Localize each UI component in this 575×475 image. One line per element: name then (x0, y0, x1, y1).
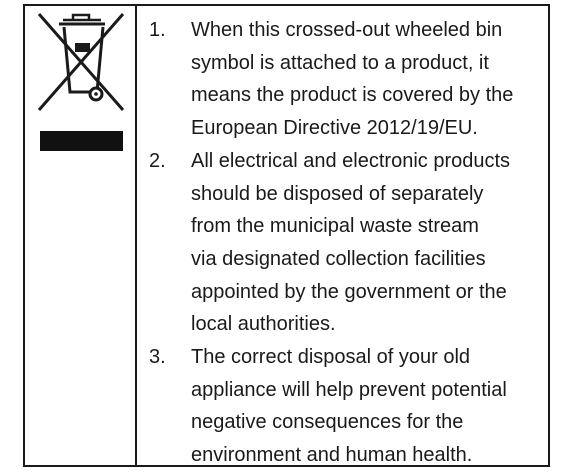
item-text: The correct disposal of your old appliance will help prevent potential negative consequences for the environment and human health. (191, 346, 507, 467)
item-text: When this crossed-out wheeled bin symbol is attached to a product, it means the product is covered by the European Directive 2012/19/EU. (191, 19, 514, 140)
list-item (149, 145, 542, 341)
crossed-out-wheeled-bin-icon (33, 10, 129, 116)
instruction-list (149, 14, 542, 472)
weee-disposal-table (23, 4, 550, 467)
list-item (149, 14, 542, 145)
item-text: All electrical and electronic products should be disposed of separately from the municipal waste stream via designated collection facilities appointed by the government or the local authorities. (191, 149, 511, 336)
item-number: 1. (149, 19, 166, 41)
list-item (149, 341, 542, 472)
item-number: 2. (149, 149, 166, 172)
symbol-cell (25, 6, 137, 465)
item-number: 3. (149, 346, 166, 369)
black-bar (40, 131, 123, 151)
text-cell (137, 6, 548, 465)
